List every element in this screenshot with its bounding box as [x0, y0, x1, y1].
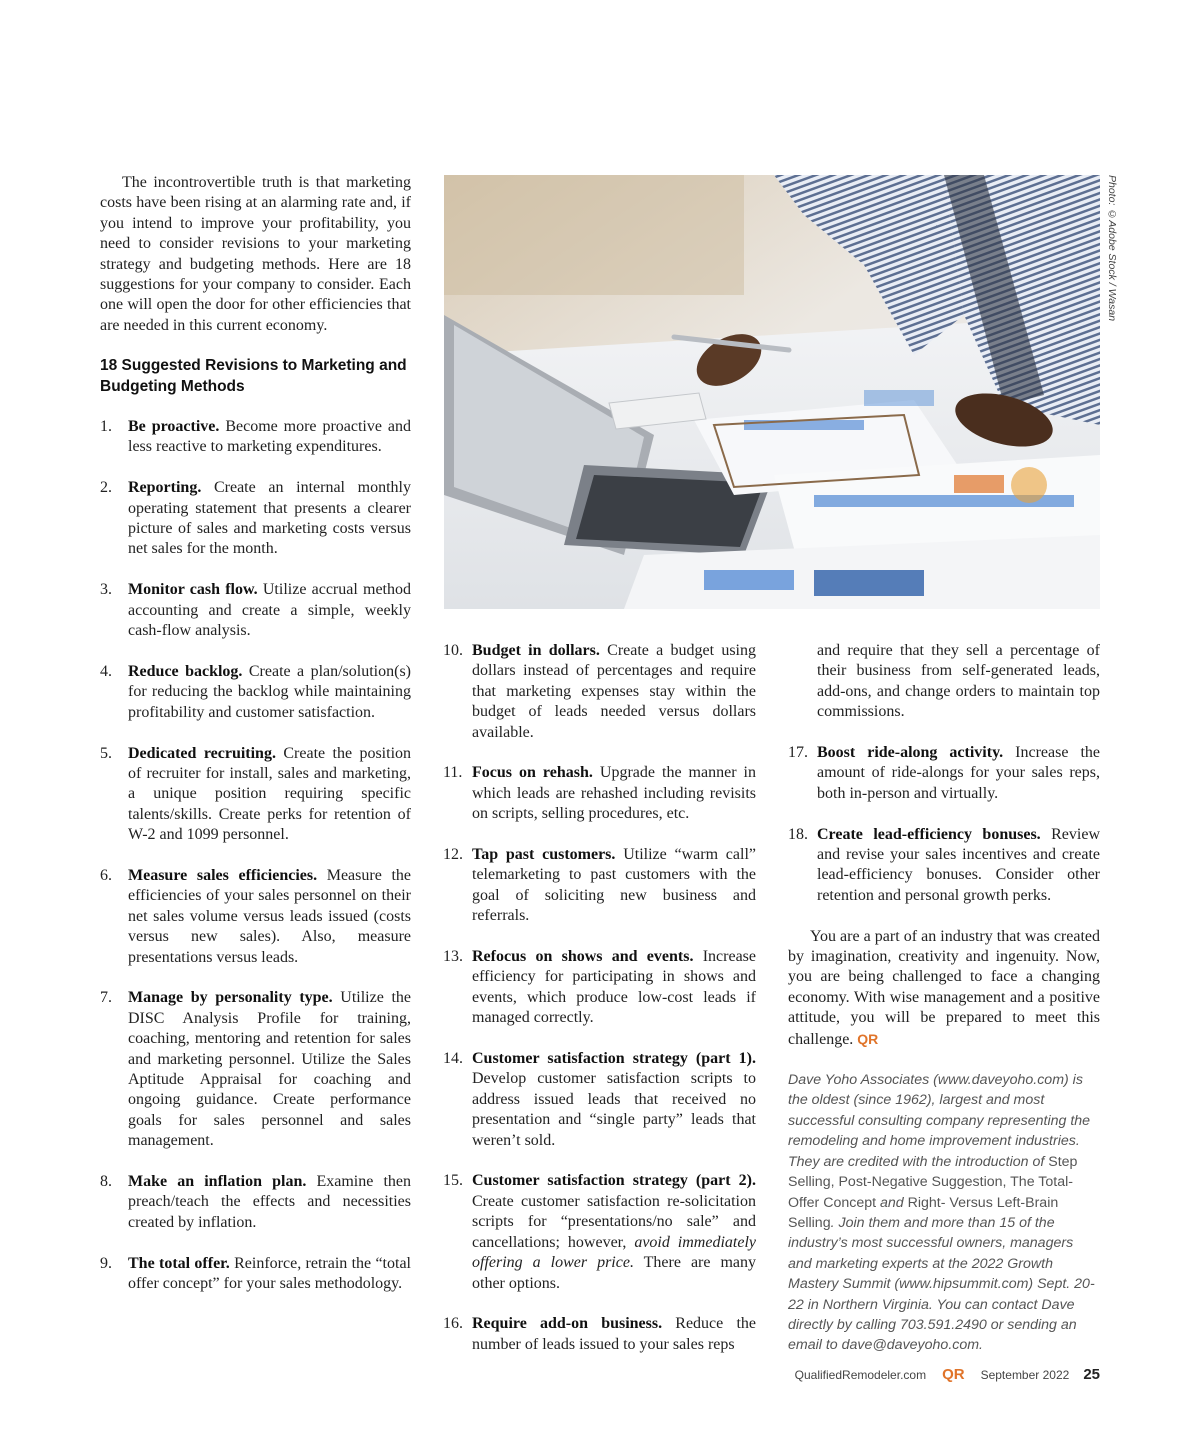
list-item-text: Increase efficiency for participating in shows and events, which produce low-cost leads if managed correctly. — [472, 948, 757, 1027]
list-item-title: Create lead-efficiency bonuses. — [817, 825, 1041, 843]
list-item-number: 1. — [100, 418, 112, 436]
list-item-text: Utilize the DISC Analysis Profile for training, coaching, mentoring and retention for sales and marketing personnel. Utilize the Sales Aptitude Appraisal for coaching and ongoing guidance. Create performance goals for sales personnel and sales management. — [128, 989, 411, 1150]
list-item-number: 15. — [443, 1172, 463, 1190]
suggestions-list-part-3 — [788, 743, 1100, 906]
closing-paragraph — [788, 927, 1100, 1050]
list-item — [100, 417, 411, 458]
list-item — [100, 866, 411, 968]
list-item-text: Become more proactive and less reactive to marketing expenditures. — [128, 418, 411, 456]
photo-credit: Photo: ©Adobe Stock / Wasan — [1106, 175, 1118, 322]
list-item — [100, 662, 411, 723]
list-item-text: Utilize “warm call” telemarketing to past customers with the goal of soliciting new business and referrals. — [472, 846, 757, 925]
list-item-number: 7. — [100, 989, 112, 1007]
list-item-number: 2. — [100, 479, 112, 497]
list-item-number: 9. — [100, 1254, 112, 1272]
footer-logo: QR — [942, 1366, 965, 1383]
bio-part-1: Dave Yoho Associates (www.daveyoho.com) is the oldest (since 1962), largest and most successful consulting company representing the remodeling and home improvement industries. They are credited with the introduction of — [788, 1072, 1091, 1170]
list-item-text: Create an internal monthly operating statement that presents a clearer picture of sales and marketing costs versus net sales for the month. — [128, 479, 411, 558]
list-item — [100, 1254, 411, 1295]
list-item-number: 6. — [100, 866, 112, 884]
list-item-number: 17. — [788, 744, 808, 762]
item-16-continued-text: and require that they sell a percentage of their business from self-generated leads, add-ons, and change orders to maintain top commissions. — [817, 642, 1100, 721]
list-item-text: Measure the efficiencies of your sales personnel on their net sales volume versus leads issued (costs versus new sales). Also, measure presentations versus leads. — [128, 866, 411, 966]
footer-site-link[interactable]: QualifiedRemodeler.com — [794, 1368, 927, 1382]
list-item-title: Customer satisfaction strategy (part 2). — [472, 1172, 756, 1190]
list-item — [100, 988, 411, 1151]
list-item-title: Reduce backlog. — [128, 662, 243, 680]
list-item-title: Be proactive. — [128, 418, 220, 436]
article-photo — [444, 175, 1100, 609]
list-item-text: Increase the amount of ride-alongs for your sales reps, both in-person and virtually. — [817, 744, 1100, 802]
list-item — [443, 845, 756, 927]
list-item — [443, 641, 756, 743]
list-item-text: Reduce the number of leads issued to your sales reps — [472, 1315, 756, 1353]
list-item-number: 4. — [100, 662, 112, 680]
list-item-title: Measure sales efficiencies. — [128, 866, 318, 884]
list-item-number: 5. — [100, 744, 112, 762]
list-item-text: Upgrade the manner in which leads are rehashed including revisits on scripts, selling procedures, etc. — [472, 764, 756, 823]
list-item-title: Boost ride-along activity. — [817, 744, 1004, 762]
column-1 — [100, 173, 411, 1315]
list-item-number: 8. — [100, 1172, 112, 1190]
list-item-title: Manage by personality type. — [128, 989, 333, 1007]
list-item-number: 16. — [443, 1315, 463, 1333]
author-bio — [788, 1070, 1100, 1356]
item-16-continued — [788, 641, 1100, 723]
list-item-title: Make an inflation plan. — [128, 1172, 307, 1190]
suggestions-list-part-2 — [443, 641, 756, 1355]
bio-part-2: and — [876, 1194, 908, 1211]
list-item-title: Refocus on shows and events. — [472, 948, 694, 966]
bio-part-3: . Join them and more than 15 of the industry’s most successful owners, managers and marketing experts at the 2022 Growth Mastery Summit (www.hipsummit.com) Sept. 20-22 in Northern Virginia. You can contact Dave directly by calling 703.591.2490 or sending an email to dave@daveyoho.com. — [788, 1214, 1095, 1354]
list-item-title: Budget in dollars. — [472, 642, 600, 659]
list-item-text: Create a budget using dollars instead of percentages and require that marketing expenses stay within the budget of leads needed versus dollars available. — [472, 642, 757, 741]
list-item-text: Create the position of recruiter for install, sales and marketing, a unique position requiring specific talents/skills. Create perks for retention of W-2 and 1099 personnel. — [128, 744, 412, 844]
list-item-text: Utilize accrual method accounting and create a simple, weekly cash-flow analysis. — [128, 581, 411, 640]
bio-concepts-1: Step Selling, Post-Negative Suggestion, The Total-Offer Concept — [788, 1153, 1078, 1211]
column-3 — [788, 641, 1100, 1356]
closing-text: You are a part of an industry that was created by imagination, creativity and ingenuity. Now, you are being challenged to face a changing economy. With wise management and a positive attitude, you will be prepared to meet this challenge. — [788, 927, 1100, 1048]
page-number: 25 — [1083, 1366, 1100, 1383]
list-item-number: 3. — [100, 581, 112, 599]
list-item — [443, 1171, 756, 1293]
list-item — [100, 1172, 411, 1233]
list-item-number: 13. — [443, 948, 463, 966]
end-mark: QR — [857, 1030, 879, 1047]
list-item-text: Develop customer satisfaction scripts to address issued leads that received no presentation and “single party” leads that weren’t sold. — [472, 1070, 756, 1149]
list-item-text-end: There are many other options. — [472, 1254, 757, 1292]
list-item — [100, 478, 411, 560]
list-item-number: 12. — [443, 846, 463, 864]
list-item — [788, 743, 1100, 804]
list-item-title: Dedicated recruiting. — [128, 744, 276, 762]
list-item-text: Create customer satisfaction re-solicitation scripts for “presentations/no sale” and cancellations; however, — [472, 1192, 756, 1251]
column-2 — [443, 641, 756, 1355]
list-item — [788, 825, 1100, 907]
list-item-number: 18. — [788, 825, 808, 843]
list-item-title: Require add-on business. — [472, 1315, 663, 1333]
list-item-text: Create a plan/solution(s) for reducing the backlog while maintaining profitability and customer satisfaction. — [128, 662, 412, 721]
list-item-title: Reporting. — [128, 479, 202, 497]
list-item — [443, 947, 756, 1029]
list-item-title: Monitor cash flow. — [128, 581, 258, 599]
page-footer — [795, 1366, 1100, 1383]
list-item-title: Focus on rehash. — [472, 764, 593, 782]
intro-paragraph: The incontrovertible truth is that marketing costs have been rising at an alarming rate and, if you intend to improve your profitability, you need to consider revisions to your marketing strategy and budgeting methods. Here are 18 suggestions for your company to consider. Each one will open the door for other efficiencies that are needed in this current economy. — [100, 174, 411, 334]
list-item — [443, 1049, 756, 1151]
list-item — [100, 744, 411, 846]
list-item-emphasis: avoid immediately offering a lower price. — [472, 1233, 757, 1272]
list-item-number: 10. — [443, 642, 463, 659]
list-item-text: Reinforce, retrain the “total offer concept” for your sales methodology. — [128, 1254, 411, 1292]
list-item-text: Review and revise your sales incentives and create lead-efficiency bonuses. Consider other retention and personal growth perks. — [817, 825, 1100, 904]
list-item-title: Customer satisfaction strategy (part 1). — [472, 1050, 756, 1068]
list-item-number: 11. — [443, 764, 463, 782]
list-item-title: Tap past customers. — [472, 846, 616, 864]
list-item-number: 14. — [443, 1050, 463, 1068]
list-item-title: The total offer. — [128, 1254, 230, 1272]
suggestions-list-part-1 — [100, 417, 411, 1294]
list-item — [443, 1314, 756, 1355]
list-item — [100, 580, 411, 641]
list-item-text: Examine then preach/teach the effects and necessities created by inflation. — [128, 1172, 411, 1231]
footer-date: September 2022 — [980, 1368, 1070, 1382]
section-heading: 18 Suggested Revisions to Marketing and Budgeting Methods — [100, 357, 407, 395]
bio-concepts-2: Right- Versus Left-Brain Selling — [788, 1194, 1059, 1231]
list-item — [443, 763, 756, 824]
